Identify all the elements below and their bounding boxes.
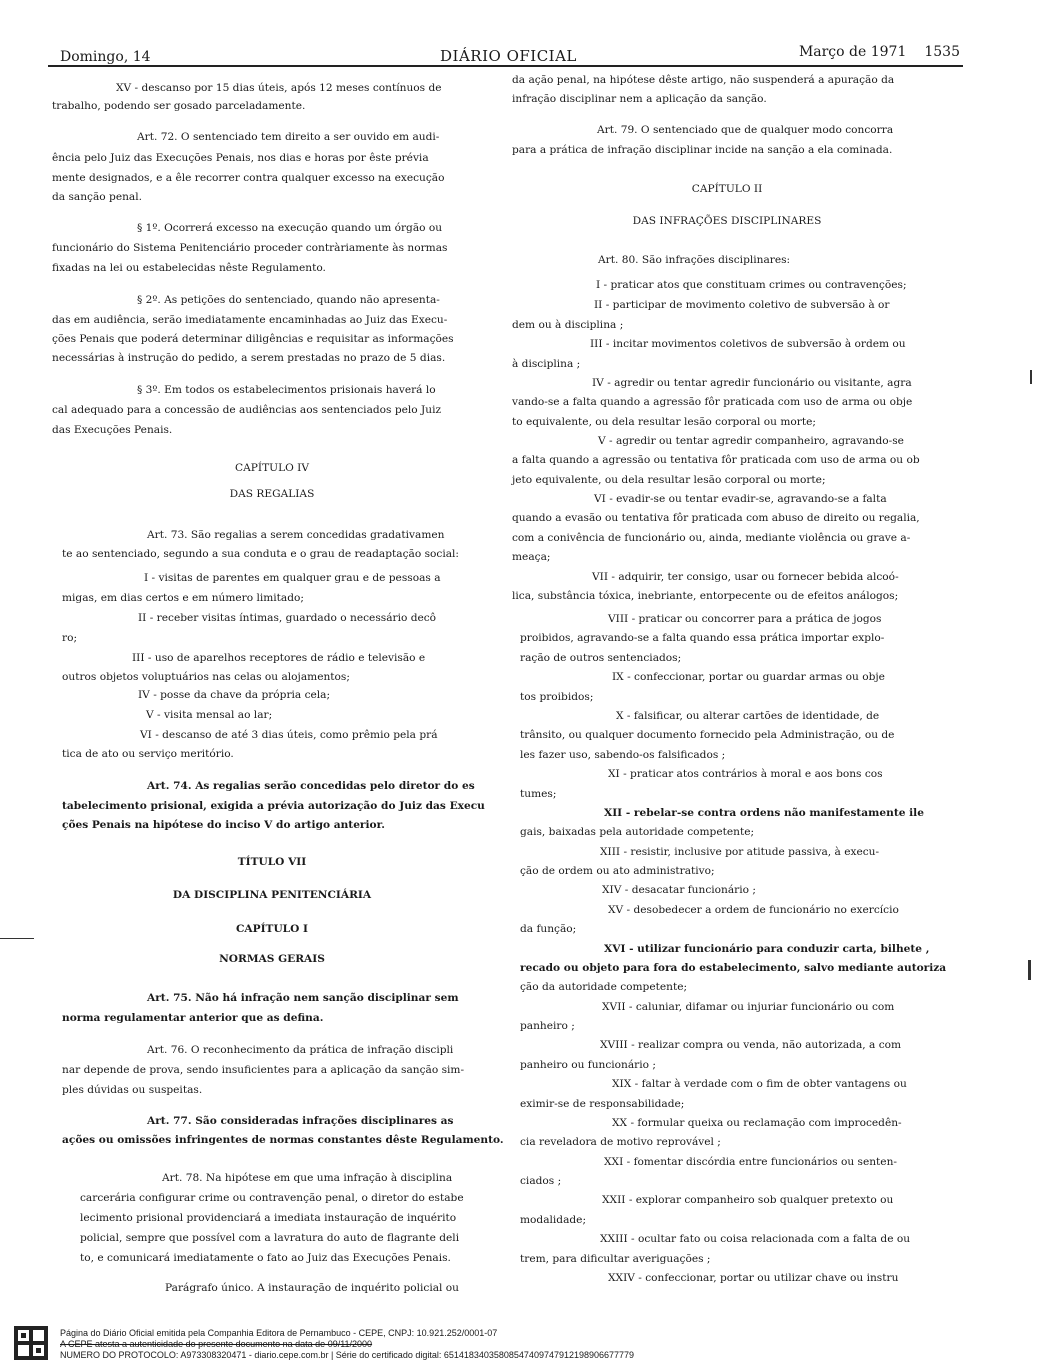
text-line: modalidade; [520, 1214, 587, 1226]
text-line: tumes; [520, 788, 557, 800]
text-line: ções Penais que poderá determinar diligências e requisitar as informações [52, 333, 454, 345]
text-line: ro; [62, 632, 78, 644]
infraction-viii: VIII - praticar ou concorrer para a prática de jogos [608, 613, 882, 625]
text-line: dem ou à disciplina ; [512, 319, 624, 331]
text-line: eximir-se de responsabilidade; [520, 1098, 685, 1110]
infraction-xiii: XIII - resistir, inclusive por atitude passiva, à execu- [600, 846, 880, 858]
title-heading: TÍTULO VII [237, 856, 307, 868]
text-line: necessárias à instrução do pedido, a serem prestadas no prazo de 5 dias. [52, 352, 446, 364]
art-78: Art. 78. Na hipótese em que uma infração à disciplina [162, 1172, 453, 1184]
text-line: te ao sentenciado, segundo a sua conduta e o grau de readaptação social: [62, 548, 459, 560]
header-page-number: 1535 [924, 44, 960, 60]
text-line: com a conivência de funcionário ou, ainda, mediante violência ou grave a- [512, 532, 911, 544]
infraction-x: X - falsificar, ou alterar cartões de identidade, de [616, 710, 880, 722]
infraction-xvi: XVI - utilizar funcionário para conduzir carta, bilhete , [604, 943, 930, 955]
text-line: infração disciplinar nem a aplicação da sanção. [512, 93, 767, 105]
text-line: quando a evasão ou tentativa fôr praticada com abuso de direito ou regalia, [512, 512, 920, 524]
art-72: Art. 72. O sentenciado tem direito a ser ouvido em audi- [137, 131, 440, 143]
infraction-iii: III - incitar movimentos coletivos de subversão à ordem ou [590, 338, 906, 350]
art-74: Art. 74. As regalias serão concedidas pelo diretor do es [147, 780, 475, 792]
text-line: jeto equivalente, ou dela resultar lesão corporal ou morte; [512, 474, 826, 486]
infraction-vi: VI - evadir-se ou tentar evadir-se, agravando-se a falta [594, 493, 887, 505]
text-line: vando-se a falta quando a agressão fôr praticada com uso de arma ou obje [512, 396, 913, 408]
art-79: Art. 79. O sentenciado que de qualquer modo concorra [597, 124, 894, 136]
text-line: trem, para dificultar averiguações ; [520, 1253, 711, 1265]
header-date-page [799, 44, 960, 60]
chapter-title: DAS INFRAÇÕES DISCIPLINARES [632, 215, 822, 227]
text-line: da ação penal, na hipótese dêste artigo, não suspenderá a apuração da [512, 74, 895, 86]
text-line: trabalho, podendo ser gosado parceladamente. [52, 100, 306, 112]
infraction-ii: II - participar de movimento coletivo de subversão à or [594, 299, 890, 311]
scan-mark [0, 938, 34, 939]
footer-line: A CEPE atesta a autenticidade do presente documento na data de 09/11/2000 [60, 1339, 373, 1349]
text-line: cal adequado para a concessão de audiências aos sentenciados pelo Juiz [52, 404, 442, 416]
infraction-vii: VII - adquirir, ter consigo, usar ou fornecer bebida alcoó- [592, 571, 899, 583]
text-line: policial, sempre que possível com a lavratura do auto de flagrante deli [80, 1232, 460, 1244]
header-rule [48, 65, 963, 67]
infraction-xv: XV - desobedecer a ordem de funcionário no exercício [608, 904, 899, 916]
text-line: meaça; [512, 551, 551, 563]
scan-mark [1028, 960, 1031, 980]
text-line: da função; [520, 923, 577, 935]
art-77: Art. 77. São consideradas infrações disciplinares as [147, 1115, 454, 1127]
right-column [512, 72, 947, 1322]
text-line: ração de outros sentenciados; [520, 652, 682, 664]
text-line: da sanção penal. [52, 191, 142, 203]
certification-footer [0, 1322, 1063, 1365]
text-line: à disciplina ; [512, 358, 581, 370]
paragraph-3: § 3º. Em todos os estabelecimentos prisionais haverá lo [137, 384, 436, 396]
paragraph-1: § 1º. Ocorrerá excesso na execução quando um órgão ou [137, 222, 443, 234]
text-line: ência pelo Juiz das Execuções Penais, nos dias e horas por êste prévia [52, 152, 429, 164]
text-line: carcerária configurar crime ou contravenção penal, o diretor do estabe [80, 1192, 464, 1204]
infraction-xxii: XXII - explorar companheiro sob qualquer pretexto ou [602, 1194, 894, 1206]
item-i: I - visitas de parentes em qualquer grau e de pessoas a [144, 572, 441, 584]
text-line: XV - descanso por 15 dias úteis, após 12 meses contínuos de [116, 82, 442, 94]
header-day: Domingo, 14 [60, 49, 151, 65]
text-line: tos proibidos; [520, 691, 594, 703]
scan-mark [1030, 370, 1032, 384]
item-iv: IV - posse da chave da própria cela; [138, 689, 331, 701]
infraction-v: V - agredir ou tentar agredir companheiro, agravando-se [598, 435, 904, 447]
left-column [52, 72, 504, 1322]
infraction-i: I - praticar atos que constituam crimes ou contravenções; [596, 279, 907, 291]
infraction-xviii: XVIII - realizar compra ou venda, não autorizada, a com [600, 1039, 902, 1051]
infraction-xix: XIX - faltar à verdade com o fim de obter vantagens ou [612, 1078, 907, 1090]
text-line: ples dúvidas ou suspeitas. [62, 1084, 203, 1096]
infraction-ix: IX - confeccionar, portar ou guardar armas ou obje [612, 671, 885, 683]
infraction-xiv: XIV - desacatar funcionário ; [602, 884, 756, 896]
header-date: Março de 1971 [798, 44, 907, 60]
text-line: nar depende de prova, sendo insuficientes para a aplicação da sanção sim- [62, 1064, 465, 1076]
infraction-xii: XII - rebelar-se contra ordens não manifestamente ile [604, 807, 924, 819]
text-line: a falta quando a agressão ou tentativa fôr praticada com uso de arma ou ob [512, 454, 920, 466]
text-line: proibidos, agravando-se a falta quando essa prática importar explo- [520, 632, 885, 644]
art-76: Art. 76. O reconhecimento da prática de infração discipli [147, 1044, 454, 1056]
text-line: panheiro ; [520, 1020, 575, 1032]
text-line: tica de ato ou serviço meritório. [62, 748, 234, 760]
art-80: Art. 80. São infrações disciplinares: [598, 254, 791, 266]
footer-line: Página do Diário Oficial emitida pela Companhia Editora de Pernambuco - CEPE, CNPJ: 10.921.252/0001-07 [60, 1328, 498, 1338]
text-line: ciados ; [520, 1175, 562, 1187]
footer-line: NUMERO DO PROTOCOLO: A973308320471 - diario.cepe.com.br | Série do certificado digital: 65141834035808547409747912198906677779 [60, 1350, 635, 1360]
text-line: panheiro ou funcionário ; [520, 1059, 656, 1071]
item-v: V - visita mensal ao lar; [146, 709, 273, 721]
infraction-xxiii: XXIII - ocultar fato ou coisa relacionada com a falta de ou [600, 1233, 911, 1245]
chapter-heading: CAPÍTULO II [691, 183, 763, 195]
text-line: lica, substância tóxica, inebriante, entorpecente ou de efeitos análogos; [512, 590, 899, 602]
text-line: tabelecimento prisional, exigida a prévia autorização do Juiz das Execu [62, 800, 485, 812]
infraction-xxiv: XXIV - confeccionar, portar ou utilizar chave ou instru [608, 1272, 899, 1284]
infraction-xi: XI - praticar atos contrários à moral e aos bons cos [608, 768, 883, 780]
text-line: les fazer uso, sabendo-os falsificados ; [520, 749, 726, 761]
text-line: das em audiência, serão imediatamente encaminhadas ao Juiz das Execu- [52, 314, 448, 326]
infraction-xxi: XXI - fomentar discórdia entre funcionários ou senten- [604, 1156, 897, 1168]
text-line: ações ou omissões infringentes de normas constantes dêste Regulamento. [62, 1134, 504, 1146]
art-75: Art. 75. Não há infração nem sanção disciplinar sem [147, 992, 459, 1004]
text-line: recado ou objeto para fora do estabelecimento, salvo mediante autoriza [520, 962, 947, 974]
text-line: outros objetos voluptuários nas celas ou alojamentos; [62, 671, 350, 683]
art-73: Art. 73. São regalias a serem concedidas gradativamen [147, 529, 445, 541]
infraction-xvii: XVII - caluniar, difamar ou injuriar funcionário ou com [602, 1001, 895, 1013]
header-title: DIÁRIO OFICIAL [440, 47, 577, 65]
text-line: to equivalente, ou dela resultar lesão corporal ou morte; [512, 416, 816, 428]
cepe-logo-icon [14, 1326, 48, 1360]
text-line: lecimento prisional providenciará a imediata instauração de inquérito [80, 1212, 457, 1224]
text-line: cia reveladora de motivo reprovável ; [520, 1136, 721, 1148]
infraction-xx: XX - formular queixa ou reclamação com improcedên- [612, 1117, 902, 1129]
infraction-iv: IV - agredir ou tentar agredir funcionário ou visitante, agra [592, 377, 912, 389]
item-iii: III - uso de aparelhos receptores de rádio e televisão e [132, 652, 426, 664]
text-line: funcionário do Sistema Penitenciário proceder contràriamente às normas [52, 242, 448, 254]
item-ii: II - receber visitas íntimas, guardado o necessário decô [138, 612, 437, 624]
text-line: das Execuções Penais. [52, 424, 173, 436]
text-line: trânsito, ou qualquer documento fornecido pela Administração, ou de [520, 729, 895, 741]
sole-paragraph: Parágrafo único. A instauração de inquérito policial ou [165, 1282, 459, 1294]
paragraph-2: § 2º. As petições do sentenciado, quando não apresenta- [137, 294, 440, 306]
text-line: ções Penais na hipótese do inciso V do artigo anterior. [62, 819, 385, 831]
item-vi: VI - descanso de até 3 dias úteis, como prêmio pela prá [140, 729, 438, 741]
text-line: ção da autoridade competente; [520, 981, 688, 993]
text-line: para a prática de infração disciplinar incide na sanção a ela cominada. [512, 144, 893, 156]
text-line: norma regulamentar anterior que as defina. [62, 1012, 324, 1024]
chapter-title: DAS REGALIAS [229, 488, 315, 500]
chapter-title: NORMAS GERAIS [219, 953, 325, 965]
title-name: DA DISCIPLINA PENITENCIÁRIA [172, 889, 372, 901]
text-line: migas, em dias certos e em número limitado; [62, 592, 304, 604]
text-line: fixadas na lei ou estabelecidas nêste Regulamento. [52, 262, 326, 274]
chapter-heading: CAPÍTULO I [235, 923, 308, 935]
text-line: gais, baixadas pela autoridade competente; [520, 826, 755, 838]
text-line: ção de ordem ou ato administrativo; [520, 865, 715, 877]
chapter-heading: CAPÍTULO IV [235, 462, 309, 474]
text-line: mente designados, e a êle recorrer contra qualquer excesso na execução [52, 172, 445, 184]
text-line: to, e comunicará imediatamente o fato ao Juiz das Execuções Penais. [80, 1252, 451, 1264]
